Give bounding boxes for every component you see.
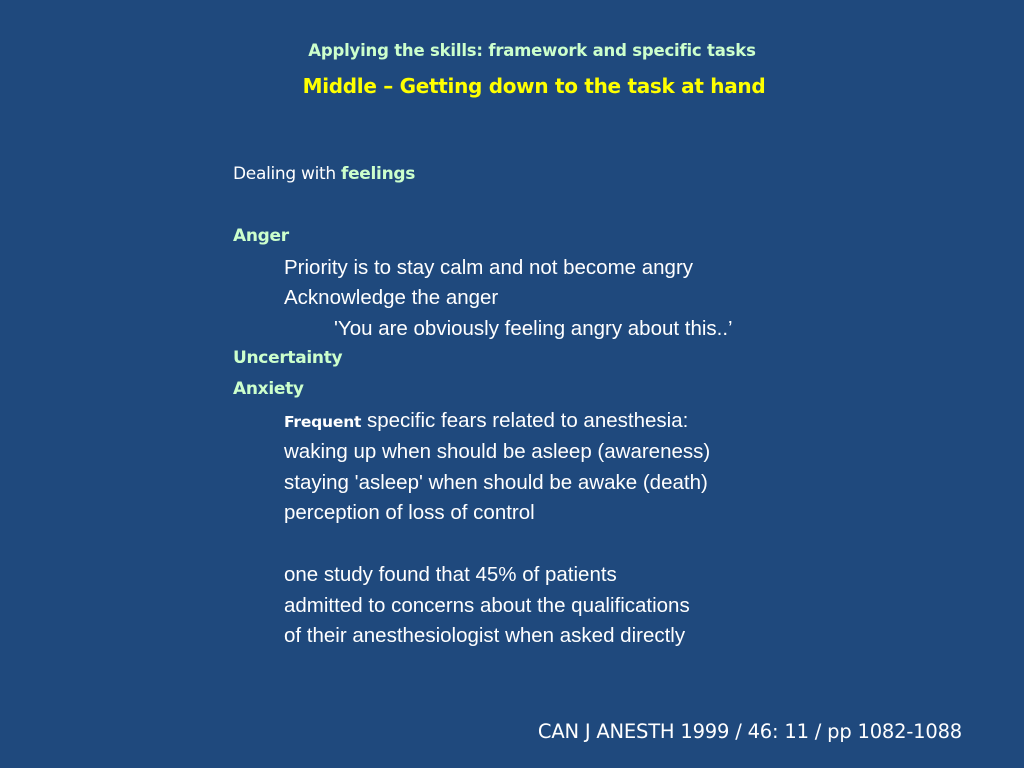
study-line-2: admitted to concerns about the qualifications xyxy=(284,594,690,617)
study-line-3: of their anesthesiologist when asked directly xyxy=(284,624,686,647)
frequent-label: Frequent xyxy=(284,413,362,431)
frequent-fears-line xyxy=(284,409,688,433)
study-line-1: one study found that 45% of patients xyxy=(284,563,617,586)
anger-line-2: Acknowledge the anger xyxy=(284,286,499,309)
fear-line-2: staying 'asleep' when should be awake (death) xyxy=(284,471,708,494)
fear-line-1: waking up when should be asleep (awareness) xyxy=(284,440,711,463)
slide-title: Applying the skills: framework and specific tasks xyxy=(308,41,756,60)
slide-subtitle: Middle – Getting down to the task at hand xyxy=(302,74,766,98)
anger-heading: Anger xyxy=(233,226,289,246)
uncertainty-heading: Uncertainty xyxy=(233,348,343,368)
dealing-prefix: Dealing with xyxy=(233,164,341,184)
fear-line-3: perception of loss of control xyxy=(284,501,535,524)
anger-quote: 'You are obviously feeling angry about this..’ xyxy=(334,317,733,340)
anxiety-heading: Anxiety xyxy=(233,379,304,399)
feelings-keyword: feelings xyxy=(340,164,416,184)
anger-line-1: Priority is to stay calm and not become angry xyxy=(284,256,694,279)
citation: CAN J ANESTH 1999 / 46: 11 / pp 1082-1088 xyxy=(537,720,962,743)
frequent-rest: specific fears related to anesthesia: xyxy=(361,409,689,432)
dealing-with-line xyxy=(233,164,415,184)
